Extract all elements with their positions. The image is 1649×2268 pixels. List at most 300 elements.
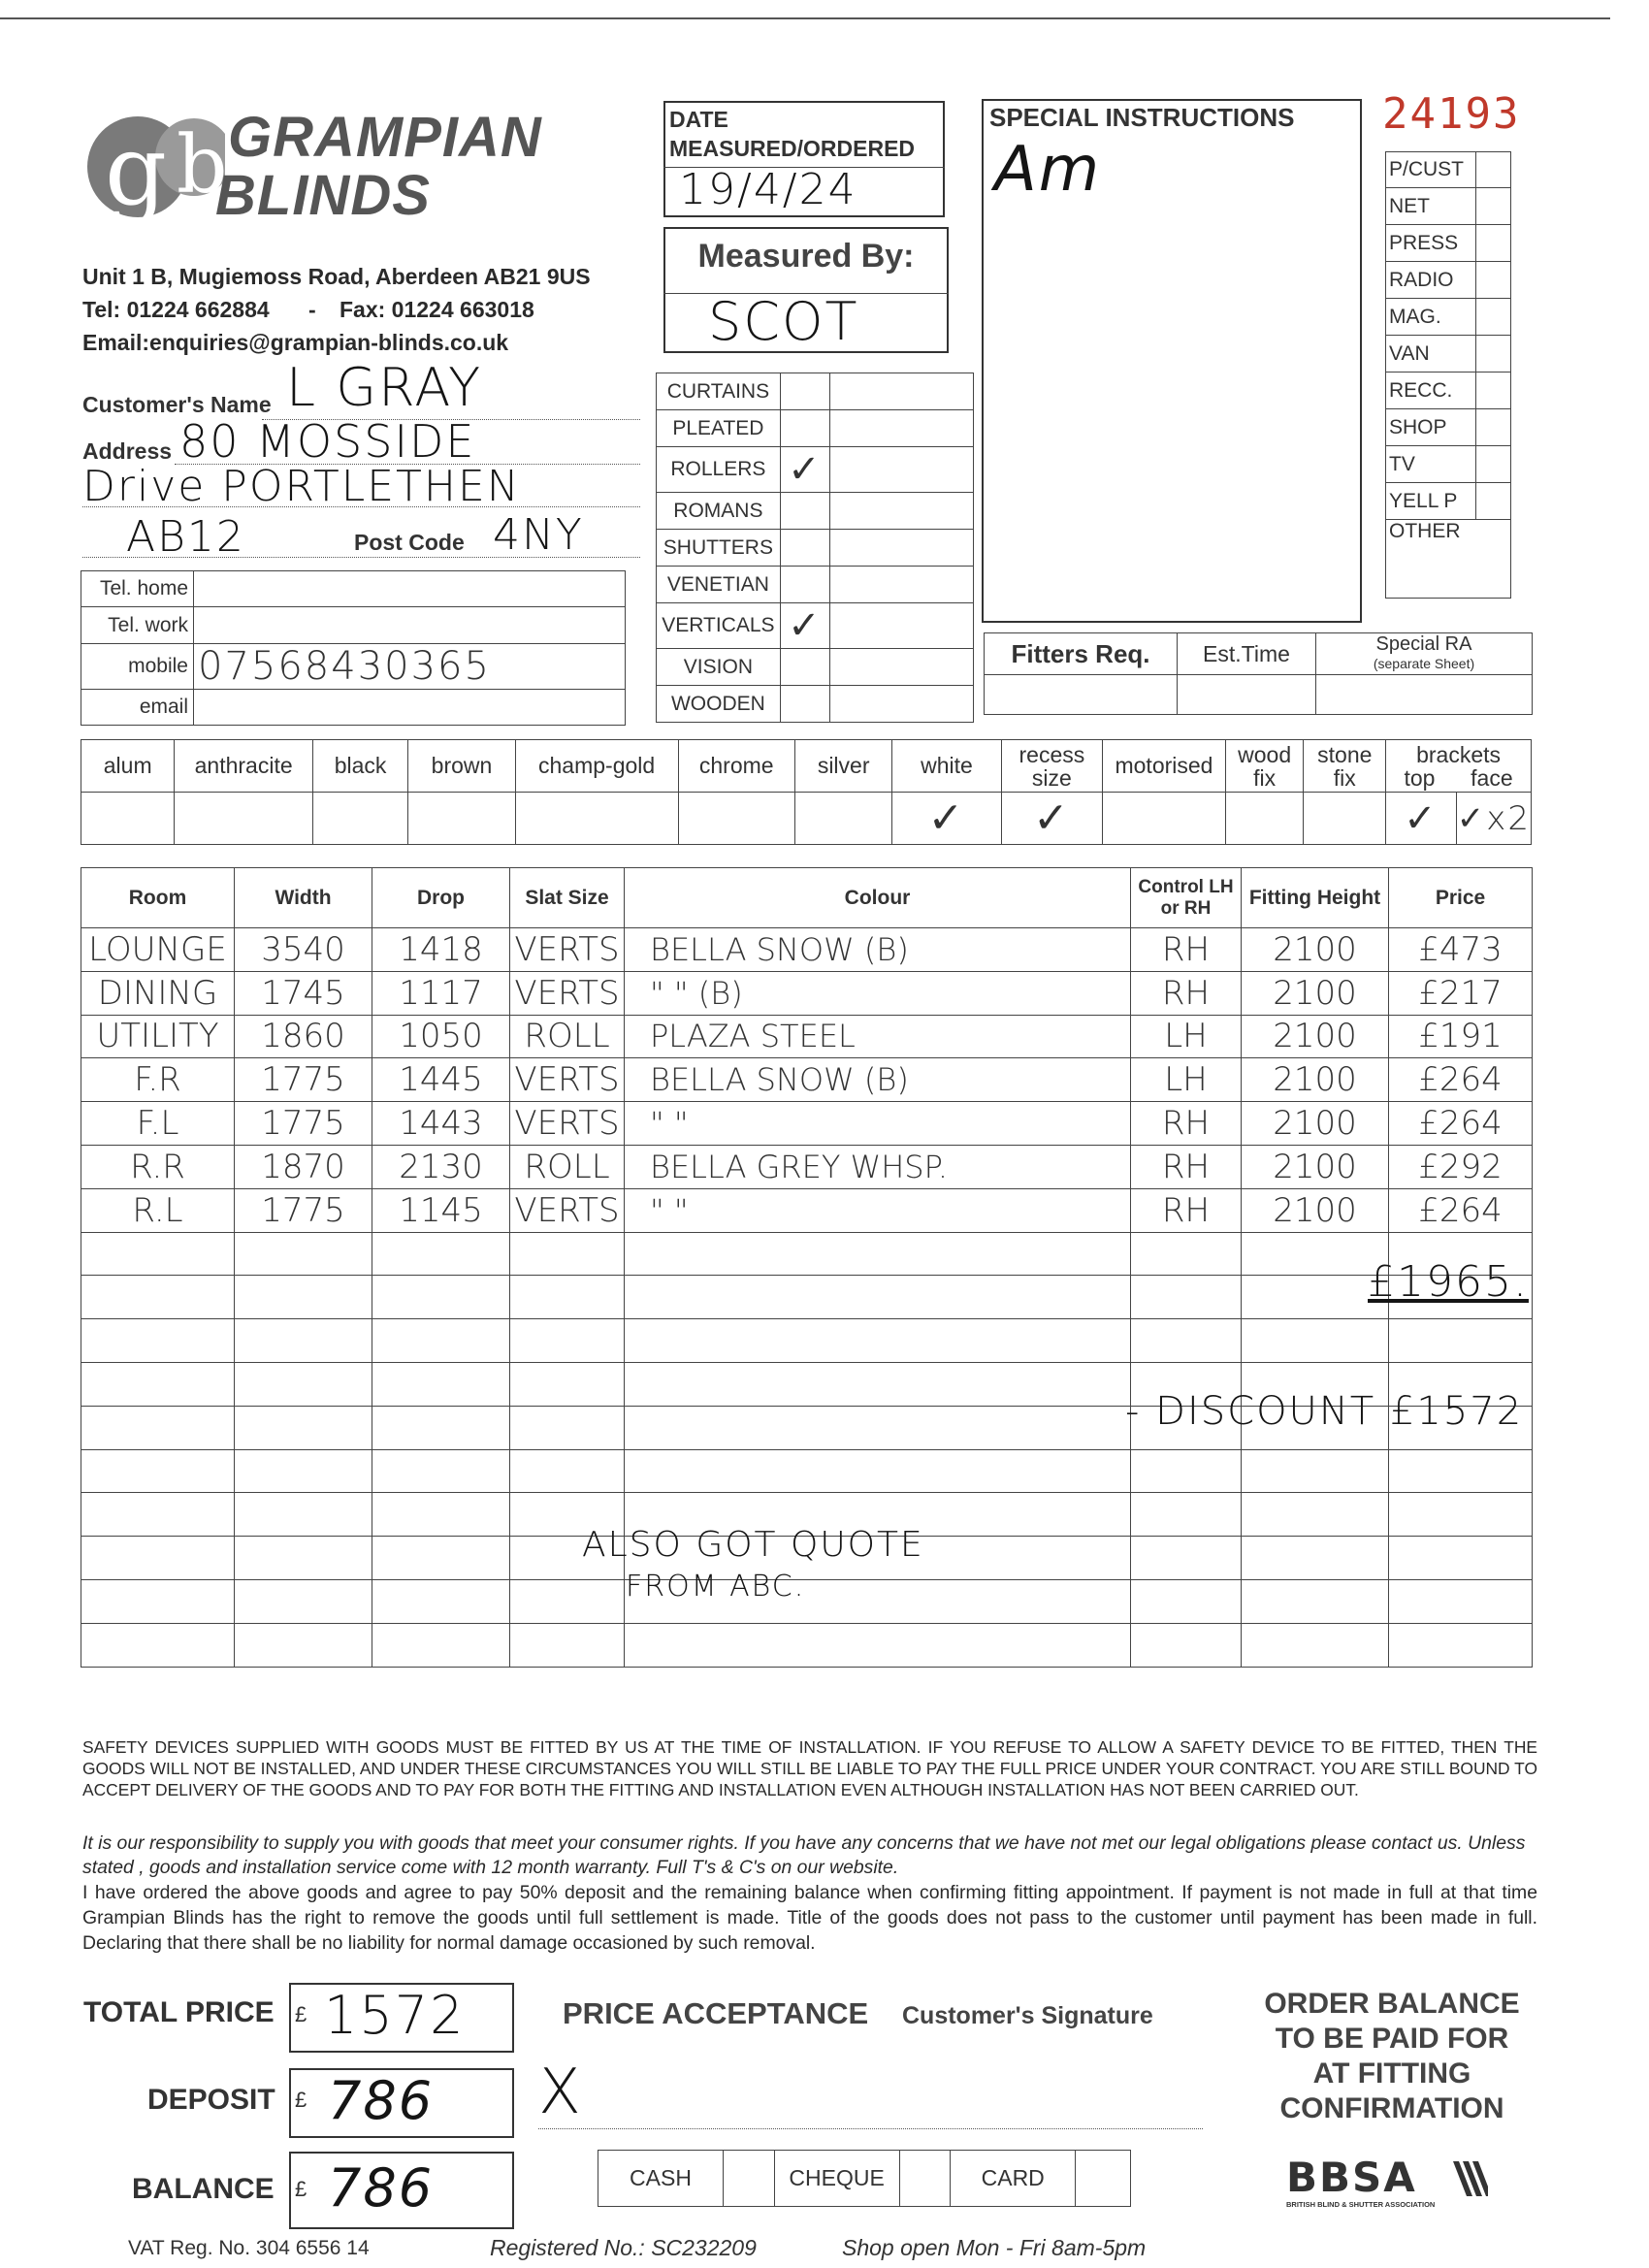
fitters-table [984, 632, 1533, 715]
item-room[interactable] [81, 1232, 235, 1276]
terms-para1: SAFETY DEVICES SUPPLIED WITH GOODS MUST BE FITTED BY US AT THE TIME OF INSTALLATION. IF YOU REFUSE TO ALLOW A SAFETY DEVICE TO BE FITTED, THEN THE GOODS WILL NOT BE INSTALLED, AND UNDER THESE CIRCUMSTANCES YOU WILL STILL BE LIABLE TO PAY THE FULL PRICE UNDER YOUR CONTRACT. YOU ARE STILL BOUND TO ACCEPT DELIVERY OF THE GOODS AND TO PAY FOR BOTH THE FITTING AND INSTALLATION EVEN ALTHOUGH INSTALLATION HAS NOT BEEN CARRIED OUT. [82, 1737, 1537, 1799]
source-press-check[interactable] [1475, 225, 1510, 262]
item-row [81, 1188, 1533, 1232]
item-slat[interactable]: VERTS [510, 1058, 625, 1102]
item-room[interactable]: F.L [81, 1102, 235, 1146]
measured-by-label: Measured By: [697, 238, 915, 275]
source-pcust: P/CUST [1386, 152, 1476, 188]
item-drop[interactable]: 1145 [372, 1188, 510, 1232]
company-tel: Tel: 01224 662884 [82, 297, 270, 322]
item-room[interactable] [81, 1493, 235, 1537]
col-control: Control LH or RH [1131, 868, 1242, 928]
company-logo [80, 107, 225, 243]
item-width[interactable] [235, 1623, 372, 1667]
shop-hours: Shop open Mon - Fri 8am-5pm [842, 2235, 1147, 2260]
finish-recess-size: recess size [1001, 740, 1103, 793]
postcode-value[interactable]: 4NY [493, 510, 584, 560]
finish-black: black [312, 740, 407, 793]
terms-para2: It is our responsibility to supply you with goods that meet your consumer rights. If you have any concerns that we have not met our legal obligations please contact us. Unless stated , goods and installation service come with 12 month warranty. Full T's & C's on our website. [82, 1832, 1526, 1878]
item-control[interactable]: RH [1131, 1145, 1242, 1188]
subtotal-value[interactable]: £1965. [1368, 1257, 1529, 1307]
item-fitting-height[interactable] [1242, 1449, 1389, 1493]
item-colour[interactable]: " " [625, 1102, 1131, 1146]
item-colour[interactable] [625, 1319, 1131, 1363]
item-room[interactable]: R.L [81, 1188, 235, 1232]
item-colour[interactable]: " " (B) [625, 971, 1131, 1015]
source-mag-check[interactable] [1475, 299, 1510, 336]
source-radio: RADIO [1386, 262, 1476, 299]
total-price-label: TOTAL PRICE [83, 1996, 275, 2028]
col-price: Price [1389, 868, 1533, 928]
company-fax: Fax: 01224 663018 [340, 297, 534, 322]
item-room[interactable] [81, 1449, 235, 1493]
fitters-req-label: Fitters Req. [985, 633, 1178, 675]
product-wooden: WOODEN [657, 686, 781, 723]
product-curtains: CURTAINS [657, 373, 781, 410]
item-drop[interactable] [372, 1276, 510, 1319]
item-slat[interactable]: ROLL [510, 1145, 625, 1188]
item-drop[interactable]: 1050 [372, 1015, 510, 1058]
item-width[interactable]: 1870 [235, 1145, 372, 1188]
finish-stone-check[interactable] [1304, 793, 1386, 845]
order-balance-note [1232, 1987, 1552, 2126]
item-fitting-height[interactable] [1242, 1232, 1389, 1276]
phone-table [81, 570, 626, 726]
item-fitting-height[interactable] [1242, 1493, 1389, 1537]
item-drop[interactable] [372, 1232, 510, 1276]
product-verticals-check[interactable]: ✓ [780, 603, 829, 649]
payment-card-label: CARD [951, 2151, 1076, 2207]
company-sep: - [308, 297, 316, 322]
item-slat[interactable]: VERTS [510, 1188, 625, 1232]
brackets-label: brackets [1416, 741, 1502, 767]
source-list [1385, 151, 1511, 599]
item-drop[interactable]: 1443 [372, 1102, 510, 1146]
address-line3[interactable]: AB12 [126, 512, 245, 562]
item-row [81, 1579, 1533, 1623]
source-recc-check[interactable] [1475, 373, 1510, 409]
terms-para3: I have ordered the above goods and agree to pay 50% deposit and the remaining balance when confirming fitting appointment. If payment is not made in full at that time Grampian Blinds has the right to remove the goods until full settlement is made. Title of the goods does not pass to the customer until payment has been made in full. Declaring that there shall be no liability for normal damage occasioned by such removal. [82, 1882, 1537, 1954]
item-price[interactable] [1389, 1319, 1533, 1363]
finish-black-check[interactable] [312, 793, 407, 845]
order-balance-line1: ORDER BALANCE [1264, 1988, 1520, 2020]
finish-silver: silver [794, 740, 891, 793]
brackets-face-label: face [1471, 764, 1513, 791]
item-slat[interactable] [510, 1232, 625, 1276]
item-room[interactable] [81, 1537, 235, 1580]
source-tv-check[interactable] [1475, 446, 1510, 483]
item-price[interactable]: £292 [1389, 1145, 1533, 1188]
finish-anthracite: anthracite [175, 740, 312, 793]
item-row [81, 1058, 1533, 1102]
item-control[interactable]: LH [1131, 1015, 1242, 1058]
item-row [81, 1623, 1533, 1667]
item-room[interactable] [81, 1623, 235, 1667]
payment-methods [598, 2150, 1131, 2207]
bbsa-subtitle: BRITISH BLIND & SHUTTER ASSOCIATION [1286, 2200, 1436, 2209]
customer-signature[interactable]: X [538, 2057, 583, 2128]
item-control[interactable] [1131, 1579, 1242, 1623]
product-types-table [656, 373, 974, 723]
item-control[interactable]: RH [1131, 928, 1242, 972]
item-fitting-height[interactable]: 2100 [1242, 971, 1389, 1015]
item-control[interactable] [1131, 1319, 1242, 1363]
registered-no: Registered No.: SC232209 [490, 2235, 757, 2260]
item-fitting-height[interactable]: 2100 [1242, 1188, 1389, 1232]
item-fitting-height[interactable]: 2100 [1242, 1058, 1389, 1102]
logo-g: g [105, 113, 168, 227]
item-price[interactable]: £264 [1389, 1102, 1533, 1146]
fitters-req-value[interactable] [985, 675, 1178, 715]
item-drop[interactable]: 2130 [372, 1145, 510, 1188]
source-mag: MAG. [1386, 299, 1476, 336]
bbsa-logo [1286, 2154, 1519, 2216]
source-shop: SHOP [1386, 409, 1476, 446]
est-time-label: Est.Time [1178, 633, 1316, 675]
email-label: email [81, 690, 194, 726]
item-slat[interactable] [510, 1623, 625, 1667]
col-room: Room [81, 868, 235, 928]
finish-white-check[interactable]: ✓ [892, 793, 1001, 845]
item-fitting-height[interactable] [1242, 1537, 1389, 1580]
item-width[interactable] [235, 1579, 372, 1623]
phone-mobile-value[interactable]: 07568430365 [194, 644, 626, 690]
finish-motorised: motorised [1103, 740, 1226, 793]
item-room[interactable] [81, 1319, 235, 1363]
item-fitting-height[interactable]: 2100 [1242, 1102, 1389, 1146]
item-room[interactable]: R.R [81, 1145, 235, 1188]
item-control[interactable] [1131, 1623, 1242, 1667]
source-tv: TV [1386, 446, 1476, 483]
bbsa-text: BBSA [1286, 2154, 1417, 2201]
source-pcust-check[interactable] [1475, 152, 1510, 188]
item-width[interactable]: 3540 [235, 928, 372, 972]
discount-value[interactable]: - DISCOUNT £1572 [1125, 1389, 1524, 1434]
finish-wood-fix: wood fix [1225, 740, 1304, 793]
price-acceptance-label: PRICE ACCEPTANCE [563, 1996, 869, 2030]
balance-currency: £ [295, 2177, 307, 2201]
finish-chrome-check[interactable] [678, 793, 794, 845]
item-row [81, 1145, 1533, 1188]
phone-mobile-label: mobile [81, 644, 194, 690]
payment-cash-check[interactable] [723, 2151, 774, 2207]
item-drop[interactable] [372, 1362, 510, 1406]
item-colour[interactable] [625, 1362, 1131, 1406]
item-price[interactable] [1389, 1449, 1533, 1493]
special-instructions-label: SPECIAL INSTRUCTIONS [989, 103, 1295, 132]
item-colour[interactable] [625, 1449, 1131, 1493]
item-width[interactable] [235, 1232, 372, 1276]
product-venetian-check[interactable] [780, 567, 829, 603]
item-colour[interactable]: " " [625, 1188, 1131, 1232]
item-colour[interactable] [625, 1623, 1131, 1667]
source-yellp-check[interactable] [1475, 483, 1510, 520]
item-row [81, 971, 1533, 1015]
item-control[interactable] [1131, 1537, 1242, 1580]
measured-by-value[interactable]: SCOT [708, 291, 859, 352]
order-balance-line2: TO BE PAID FOR [1275, 2023, 1509, 2055]
finish-stone-fix: stone fix [1304, 740, 1386, 793]
balance-label: BALANCE [132, 2173, 275, 2205]
deposit-currency: £ [295, 2088, 307, 2112]
item-colour[interactable]: BELLA SNOW (B) [625, 928, 1131, 972]
item-width[interactable] [235, 1493, 372, 1537]
item-slat[interactable]: ROLL [510, 1015, 625, 1058]
item-width[interactable]: 1775 [235, 1102, 372, 1146]
item-width[interactable] [235, 1276, 372, 1319]
item-fitting-height[interactable] [1242, 1579, 1389, 1623]
item-room[interactable] [81, 1406, 235, 1449]
finish-champ-gold-check[interactable] [515, 793, 678, 845]
item-price[interactable]: £264 [1389, 1188, 1533, 1232]
item-price[interactable] [1389, 1493, 1533, 1537]
item-colour[interactable] [625, 1232, 1131, 1276]
item-fitting-height[interactable]: 2100 [1242, 1145, 1389, 1188]
item-width[interactable] [235, 1362, 372, 1406]
item-drop[interactable] [372, 1406, 510, 1449]
order-number: 24193 [1382, 89, 1521, 139]
item-row [81, 1232, 1533, 1276]
item-width[interactable] [235, 1537, 372, 1580]
item-slat[interactable]: VERTS [510, 1102, 625, 1146]
item-width[interactable]: 1775 [235, 1058, 372, 1102]
product-curtains-check[interactable] [780, 373, 829, 410]
payment-cheque-label: CHEQUE [774, 2151, 899, 2207]
item-drop[interactable] [372, 1623, 510, 1667]
finish-alum-check[interactable] [81, 793, 175, 845]
source-recc: RECC. [1386, 373, 1476, 409]
finish-silver-check[interactable] [794, 793, 891, 845]
item-control[interactable] [1131, 1493, 1242, 1537]
item-price[interactable]: £264 [1389, 1058, 1533, 1102]
item-row [81, 1276, 1533, 1319]
item-slat[interactable] [510, 1579, 625, 1623]
brackets-top-check[interactable]: ✓ [1386, 793, 1457, 845]
item-colour[interactable] [625, 1276, 1131, 1319]
item-room[interactable] [81, 1276, 235, 1319]
finish-brown-check[interactable] [408, 793, 515, 845]
item-room[interactable]: LOUNGE [81, 928, 235, 972]
item-colour[interactable] [625, 1406, 1131, 1449]
item-price[interactable] [1389, 1579, 1533, 1623]
source-net-check[interactable] [1475, 188, 1510, 225]
deposit-value[interactable]: 786 [328, 2070, 435, 2131]
item-drop[interactable]: 1445 [372, 1058, 510, 1102]
item-row [81, 1449, 1533, 1493]
phone-work-value[interactable] [194, 607, 626, 644]
item-room[interactable] [81, 1362, 235, 1406]
item-drop[interactable] [372, 1319, 510, 1363]
item-drop[interactable] [372, 1579, 510, 1623]
special-ra-value[interactable] [1316, 675, 1533, 715]
special-instructions-value[interactable]: Am [994, 134, 1102, 206]
date-label-2: MEASURED/ORDERED [669, 136, 916, 161]
item-control[interactable] [1131, 1232, 1242, 1276]
product-pleated: PLEATED [657, 410, 781, 447]
address-dotted-3 [82, 557, 640, 558]
item-room[interactable] [81, 1579, 235, 1623]
finish-champ-gold: champ-gold [515, 740, 678, 793]
item-fitting-height[interactable]: 2100 [1242, 1015, 1389, 1058]
col-width: Width [235, 868, 372, 928]
item-row [81, 1319, 1533, 1363]
item-width[interactable] [235, 1449, 372, 1493]
item-row [81, 1015, 1533, 1058]
item-control[interactable] [1131, 1449, 1242, 1493]
customer-name-value[interactable]: L GRAY [286, 357, 483, 418]
signature-line [538, 2128, 1203, 2129]
product-shutters-check[interactable] [780, 530, 829, 567]
item-width[interactable]: 1745 [235, 971, 372, 1015]
product-wooden-check[interactable] [780, 686, 829, 723]
finish-recess-check[interactable]: ✓ [1001, 793, 1103, 845]
company-address: Unit 1 B, Mugiemoss Road, Aberdeen AB21 9US [82, 264, 591, 289]
item-slat[interactable] [510, 1449, 625, 1493]
item-drop[interactable] [372, 1537, 510, 1580]
item-control[interactable] [1131, 1276, 1242, 1319]
item-price[interactable] [1389, 1537, 1533, 1580]
special-ra-note: (separate Sheet) [1373, 656, 1475, 671]
product-vision-check[interactable] [780, 649, 829, 686]
product-vision: VISION [657, 649, 781, 686]
phone-home-value[interactable] [194, 571, 626, 607]
source-net: NET [1386, 188, 1476, 225]
note-line1[interactable]: ALSO GOT QUOTE [582, 1525, 924, 1565]
item-control[interactable]: RH [1131, 1188, 1242, 1232]
item-control[interactable]: LH [1131, 1058, 1242, 1102]
item-control[interactable]: RH [1131, 971, 1242, 1015]
source-yellp: YELL P [1386, 483, 1476, 520]
item-colour[interactable]: PLAZA STEEL [625, 1015, 1131, 1058]
total-price-value[interactable]: 1572 [324, 1985, 466, 2046]
balance-value[interactable]: 786 [328, 2157, 435, 2219]
email-value[interactable] [194, 690, 626, 726]
finish-white: white [892, 740, 1001, 793]
item-colour[interactable]: BELLA GREY WHSP. [625, 1145, 1131, 1188]
item-slat[interactable] [510, 1406, 625, 1449]
item-room[interactable]: UTILITY [81, 1015, 235, 1058]
item-price[interactable]: £217 [1389, 971, 1533, 1015]
finish-alum: alum [81, 740, 175, 793]
col-fitting-height: Fitting Height [1242, 868, 1389, 928]
top-border [0, 17, 1610, 19]
vat-reg: VAT Reg. No. 304 6556 14 [128, 2237, 370, 2259]
item-width[interactable]: 1775 [235, 1188, 372, 1232]
item-control[interactable]: RH [1131, 1102, 1242, 1146]
item-slat[interactable] [510, 1319, 625, 1363]
brackets-top-label: top [1404, 764, 1436, 791]
address-label: Address [82, 438, 173, 464]
est-time-value[interactable] [1178, 675, 1316, 715]
item-slat[interactable] [510, 1276, 625, 1319]
product-rollers-check[interactable]: ✓ [780, 447, 829, 493]
product-romans-check[interactable] [780, 493, 829, 530]
item-slat[interactable] [510, 1362, 625, 1406]
product-shutters: SHUTTERS [657, 530, 781, 567]
item-drop[interactable]: 1117 [372, 971, 510, 1015]
phone-work-label: Tel. work [81, 607, 194, 644]
payment-card-check[interactable] [1076, 2151, 1131, 2207]
source-press: PRESS [1386, 225, 1476, 262]
item-fitting-height[interactable] [1242, 1623, 1389, 1667]
deposit-label: DEPOSIT [147, 2084, 275, 2116]
item-price[interactable]: £191 [1389, 1015, 1533, 1058]
source-shop-check[interactable] [1475, 409, 1510, 446]
item-colour[interactable]: BELLA SNOW (B) [625, 1058, 1131, 1102]
date-label-1: DATE [669, 107, 728, 132]
total-currency: £ [295, 2002, 307, 2026]
special-ra-label: Special RA [1375, 633, 1472, 655]
phone-home-label: Tel. home [81, 571, 194, 607]
item-fitting-height[interactable] [1242, 1276, 1389, 1319]
item-row [81, 928, 1533, 972]
address-line2[interactable]: Drive PORTLETHEN [82, 462, 521, 511]
bbsa-slats-icon [1449, 2159, 1488, 2198]
note-line2[interactable]: FROM ABC. [626, 1570, 806, 1604]
company-name-line1: GRAMPIAN [228, 106, 542, 169]
item-width[interactable] [235, 1319, 372, 1363]
source-other: OTHER [1386, 520, 1511, 599]
finish-wood-check[interactable] [1225, 793, 1304, 845]
item-drop[interactable]: 1418 [372, 928, 510, 972]
source-van: VAN [1386, 336, 1476, 373]
product-pleated-check[interactable] [780, 410, 829, 447]
item-fitting-height[interactable] [1242, 1319, 1389, 1363]
finish-motorised-check[interactable] [1103, 793, 1226, 845]
finish-brown: brown [408, 740, 515, 793]
logo-b: b [177, 119, 225, 211]
date-value[interactable]: 19/4/24 [679, 165, 857, 214]
item-row [81, 1102, 1533, 1146]
col-slat-size: Slat Size [510, 868, 625, 928]
order-balance-line3: AT FITTING [1312, 2057, 1471, 2090]
payment-cheque-check[interactable] [899, 2151, 951, 2207]
item-room[interactable]: F.R [81, 1058, 235, 1102]
company-name-line2: BLINDS [215, 164, 431, 227]
item-slat[interactable]: VERTS [510, 928, 625, 972]
finish-chrome: chrome [678, 740, 794, 793]
product-romans: ROMANS [657, 493, 781, 530]
item-drop[interactable] [372, 1493, 510, 1537]
order-balance-line4: CONFIRMATION [1279, 2092, 1504, 2124]
payment-cash-label: CASH [598, 2151, 724, 2207]
product-rollers: ROLLERS [657, 447, 781, 493]
item-slat[interactable]: VERTS [510, 971, 625, 1015]
item-drop[interactable] [372, 1449, 510, 1493]
postcode-label: Post Code [354, 530, 465, 555]
customer-name-label: Customer's Name [82, 392, 272, 417]
product-verticals: VERTICALS [657, 603, 781, 649]
item-price[interactable]: £473 [1389, 928, 1533, 972]
brackets-face-check[interactable]: ✓x2 [1456, 793, 1531, 845]
finish-anthracite-check[interactable] [175, 793, 312, 845]
signature-label: Customer's Signature [902, 2002, 1153, 2029]
item-price[interactable] [1389, 1623, 1533, 1667]
company-email: Email:enquiries@grampian-blinds.co.uk [82, 330, 509, 355]
address-line1[interactable]: 80 MOSSIDE [179, 415, 476, 468]
finishes-table [81, 739, 1532, 845]
logo-mark [80, 107, 225, 243]
item-width[interactable]: 1860 [235, 1015, 372, 1058]
source-radio-check[interactable] [1475, 262, 1510, 299]
item-fitting-height[interactable]: 2100 [1242, 928, 1389, 972]
source-van-check[interactable] [1475, 336, 1510, 373]
product-venetian: VENETIAN [657, 567, 781, 603]
col-colour: Colour [625, 868, 1131, 928]
col-drop: Drop [372, 868, 510, 928]
item-width[interactable] [235, 1406, 372, 1449]
item-room[interactable]: DINING [81, 971, 235, 1015]
